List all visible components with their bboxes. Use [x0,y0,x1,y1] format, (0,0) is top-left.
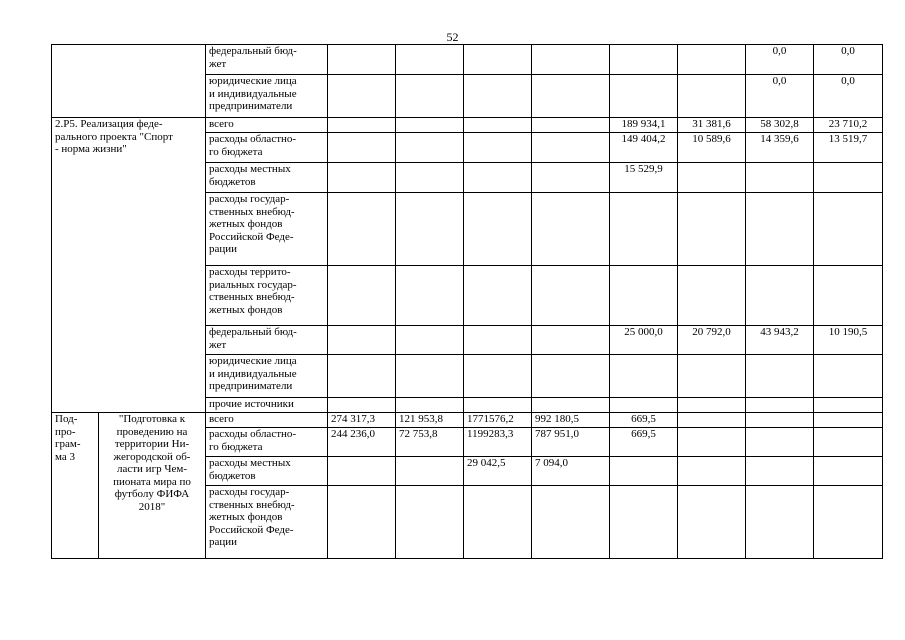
row-label: расходы государ- ственных внебюд- жетных фондов Российской Феде- рации [206,486,328,559]
row-label: расходы террито- риальных государ- ственных внебюд- жетных фондов [206,266,328,326]
table-row [52,118,883,133]
row-label: прочие источники [206,398,328,413]
value-cell [396,355,464,398]
value-cell [746,266,814,326]
value-cell [678,428,746,457]
value-cell [532,266,610,326]
value-cell [746,193,814,266]
value-cell [532,163,610,193]
value-cell: 10 589,6 [678,133,746,163]
value-cell [328,457,396,486]
value-cell [328,355,396,398]
value-cell: 0,0 [814,45,883,75]
table-row [52,45,883,75]
value-cell [396,486,464,559]
value-cell: 7 094,0 [532,457,610,486]
value-cell [396,133,464,163]
value-cell [464,486,532,559]
row-label: юридические лица и индивидуальные предприниматели [206,75,328,118]
value-cell [328,118,396,133]
value-cell: 1771576,2 [464,413,532,428]
value-cell [678,266,746,326]
row-label: расходы местных бюджетов [206,457,328,486]
value-cell [678,193,746,266]
budget-table [51,44,883,559]
value-cell [610,45,678,75]
value-cell: 274 317,3 [328,413,396,428]
value-cell [328,163,396,193]
value-cell [814,355,883,398]
row-label: федеральный бюд- жет [206,45,328,75]
value-cell [610,486,678,559]
value-cell [396,193,464,266]
value-cell [746,428,814,457]
value-cell [328,193,396,266]
value-cell [746,163,814,193]
value-cell: 0,0 [746,75,814,118]
value-cell: 10 190,5 [814,326,883,355]
value-cell: 669,5 [610,413,678,428]
value-cell [328,45,396,75]
subprogram-code: Под- про- грам- ма 3 [52,413,99,559]
value-cell [746,457,814,486]
value-cell [678,486,746,559]
value-cell [746,486,814,559]
value-cell [396,163,464,193]
row-label: всего [206,413,328,428]
value-cell: 669,5 [610,428,678,457]
row-label: всего [206,118,328,133]
value-cell [678,75,746,118]
value-cell [328,133,396,163]
value-cell [610,75,678,118]
value-cell [814,428,883,457]
value-cell [464,75,532,118]
value-cell [464,133,532,163]
value-cell [532,398,610,413]
value-cell: 149 404,2 [610,133,678,163]
value-cell: 992 180,5 [532,413,610,428]
value-cell [396,118,464,133]
value-cell [814,163,883,193]
value-cell [328,398,396,413]
value-cell [328,326,396,355]
value-cell [814,398,883,413]
value-cell: 72 753,8 [396,428,464,457]
value-cell [532,75,610,118]
value-cell [464,118,532,133]
value-cell [610,193,678,266]
value-cell [678,45,746,75]
row-label: расходы местных бюджетов [206,163,328,193]
value-cell [532,355,610,398]
row-label: федеральный бюд- жет [206,326,328,355]
value-cell [396,326,464,355]
value-cell [532,326,610,355]
page-number: 52 [446,30,459,44]
value-cell [746,398,814,413]
value-cell [464,326,532,355]
value-cell: 244 236,0 [328,428,396,457]
value-cell: 58 302,8 [746,118,814,133]
value-cell [746,413,814,428]
value-cell: 31 381,6 [678,118,746,133]
value-cell [814,457,883,486]
value-cell [532,133,610,163]
value-cell [396,398,464,413]
value-cell [328,75,396,118]
section-title-cell [52,45,206,118]
value-cell [464,45,532,75]
value-cell [678,355,746,398]
value-cell [396,75,464,118]
value-cell [532,193,610,266]
value-cell [610,398,678,413]
table-row [52,413,883,428]
value-cell [532,486,610,559]
value-cell [532,45,610,75]
value-cell [464,355,532,398]
row-label: юридические лица и индивидуальные предприниматели [206,355,328,398]
value-cell [610,266,678,326]
value-cell: 20 792,0 [678,326,746,355]
value-cell [464,163,532,193]
subprogram-title: "Подготовка к проведению на территории Ни- жегородской об- ласти игр Чем- пионата мира по футболу ФИФА 2018" [99,413,206,559]
value-cell [814,413,883,428]
value-cell: 13 519,7 [814,133,883,163]
value-cell [610,355,678,398]
value-cell [464,193,532,266]
value-cell [464,266,532,326]
value-cell [814,486,883,559]
value-cell [328,266,396,326]
value-cell: 14 359,6 [746,133,814,163]
section-title: 2.Р5. Реализация феде- рального проекта "Спорт - норма жизни" [52,118,206,413]
value-cell [464,398,532,413]
value-cell [814,266,883,326]
row-label: расходы государ- ственных внебюд- жетных фондов Российской Феде- рации [206,193,328,266]
value-cell [396,45,464,75]
value-cell: 43 943,2 [746,326,814,355]
value-cell: 0,0 [746,45,814,75]
value-cell: 15 529,9 [610,163,678,193]
value-cell [328,486,396,559]
value-cell [396,266,464,326]
value-cell [532,118,610,133]
value-cell: 189 934,1 [610,118,678,133]
value-cell: 25 000,0 [610,326,678,355]
value-cell [396,457,464,486]
value-cell [746,355,814,398]
value-cell: 23 710,2 [814,118,883,133]
row-label: расходы областно- го бюджета [206,133,328,163]
value-cell [678,398,746,413]
value-cell: 0,0 [814,75,883,118]
value-cell: 121 953,8 [396,413,464,428]
row-label: расходы областно- го бюджета [206,428,328,457]
value-cell [814,193,883,266]
value-cell [610,457,678,486]
value-cell [678,413,746,428]
value-cell: 1199283,3 [464,428,532,457]
value-cell: 29 042,5 [464,457,532,486]
value-cell [678,163,746,193]
value-cell: 787 951,0 [532,428,610,457]
value-cell [678,457,746,486]
